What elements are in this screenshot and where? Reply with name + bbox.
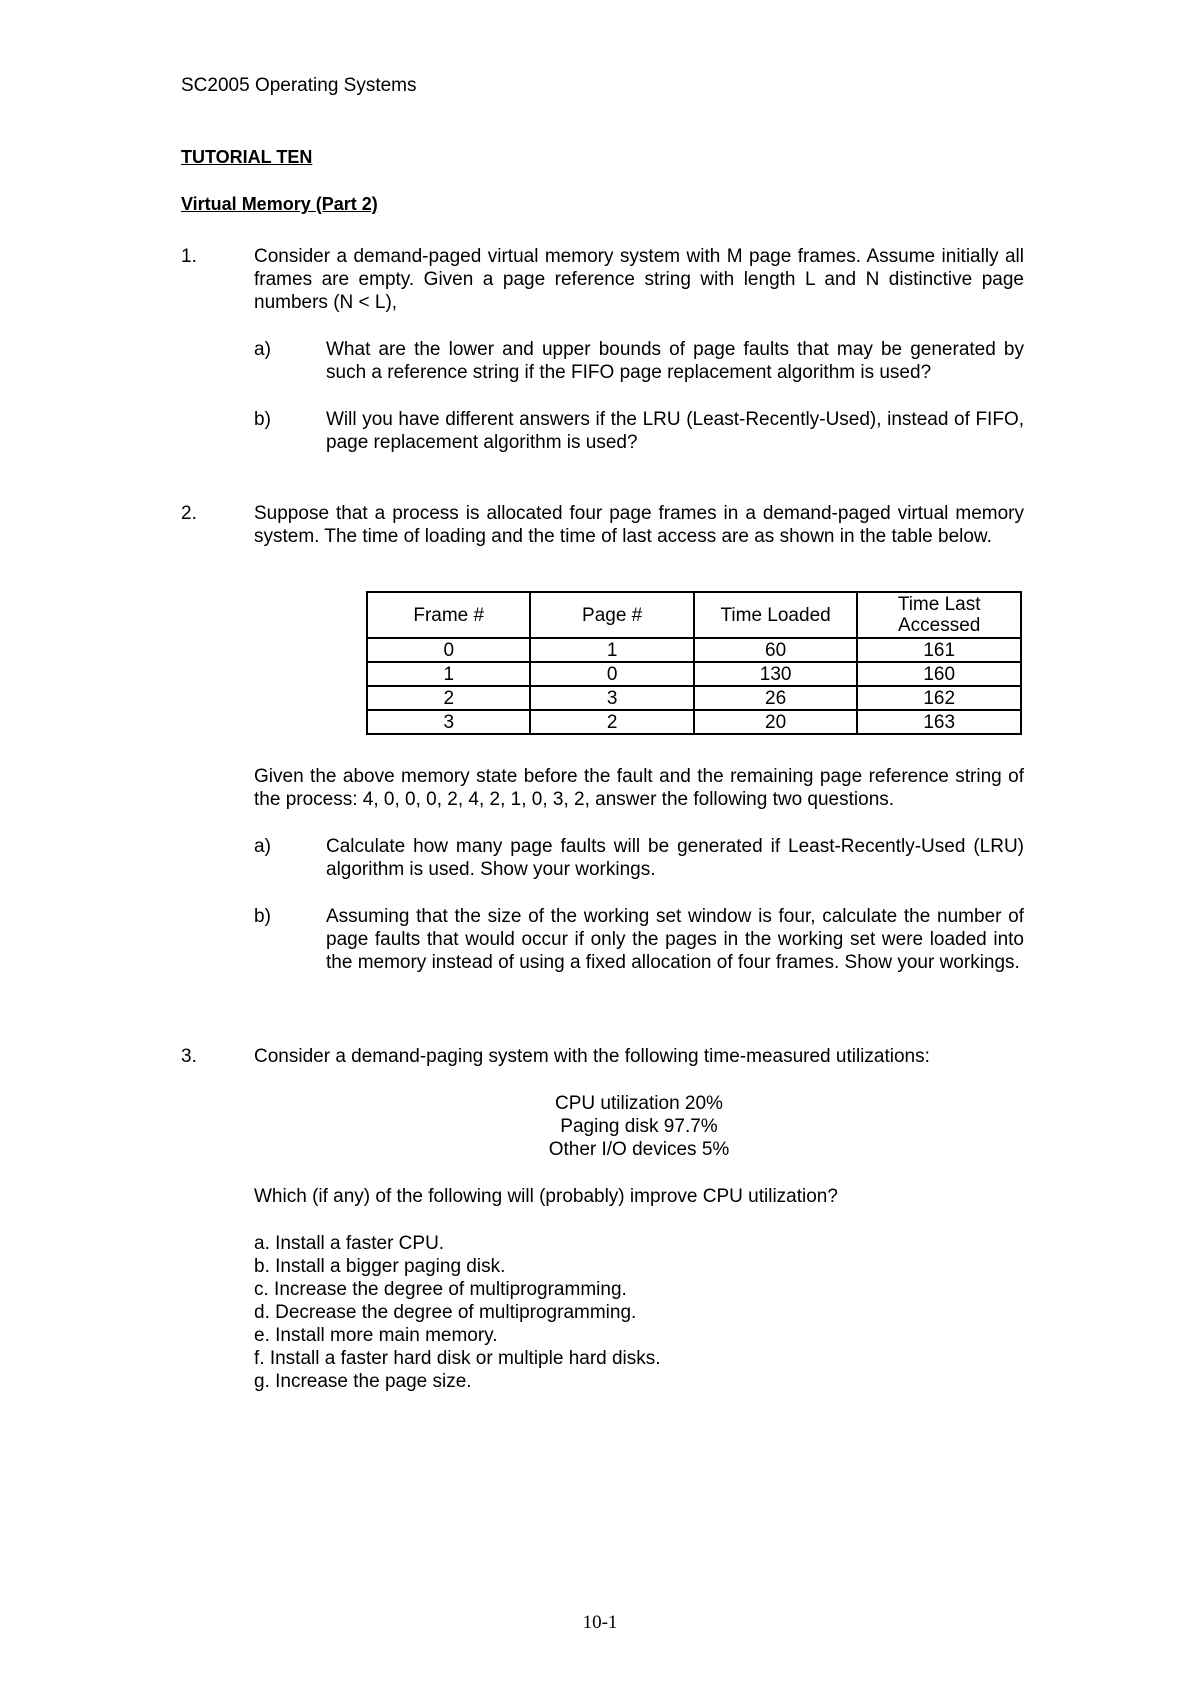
- q2b-text: Assuming that the size of the working set window is four, calculate the number of page faults that would occur if only the pages in the working set were loaded into the memory instead of using a fixed allocation of four frames. Show your workings.: [326, 906, 1024, 973]
- option-item: d. Decrease the degree of multiprogramming.: [254, 1302, 637, 1323]
- table-header-row: [367, 592, 1021, 638]
- option-item: g. Increase the page size.: [254, 1371, 472, 1392]
- cell-page: 2: [530, 710, 693, 734]
- cell-time-loaded: 20: [694, 710, 858, 734]
- course-header: SC2005 Operating Systems: [181, 75, 417, 96]
- q2a-text: Calculate how many page faults will be generated if Least-Recently-Used (LRU) algorithm is used. Show your workings.: [326, 836, 1024, 880]
- cell-time-loaded: 26: [694, 686, 858, 710]
- header-time-last-accessed: Time Last Accessed: [857, 592, 1021, 638]
- cell-time-loaded: 60: [694, 638, 858, 662]
- cell-frame: 2: [367, 686, 530, 710]
- tutorial-title: TUTORIAL TEN: [181, 147, 313, 167]
- option-item: b. Install a bigger paging disk.: [254, 1256, 506, 1277]
- q2b-label: b): [254, 906, 271, 927]
- q3-text: Consider a demand-paging system with the following time-measured utilizations:: [254, 1046, 930, 1067]
- cell-page: 1: [530, 638, 693, 662]
- table-row: [367, 710, 1021, 734]
- header-time-loaded: Time Loaded: [694, 592, 858, 638]
- q1-number: 1.: [181, 246, 197, 267]
- cell-page: 3: [530, 686, 693, 710]
- cell-page: 0: [530, 662, 693, 686]
- q2-text: Suppose that a process is allocated four page frames in a demand-paged virtual memory system. The time of loading and the time of last access are as shown in the table below.: [254, 503, 1024, 547]
- option-item: c. Increase the degree of multiprogramming.: [254, 1279, 627, 1300]
- option-item: e. Install more main memory.: [254, 1325, 498, 1346]
- cell-frame: 3: [367, 710, 530, 734]
- frame-table: [366, 591, 1022, 735]
- stat-paging-disk: Paging disk 97.7%: [560, 1116, 718, 1137]
- q3-question: Which (if any) of the following will (probably) improve CPU utilization?: [254, 1186, 838, 1207]
- q2-number: 2.: [181, 503, 197, 524]
- tutorial-subtitle: Virtual Memory (Part 2): [181, 194, 378, 214]
- table-row: [367, 662, 1021, 686]
- table-row: [367, 638, 1021, 662]
- table-row: [367, 686, 1021, 710]
- cell-time-last-accessed: 163: [857, 710, 1021, 734]
- page-number: 10-1: [582, 1612, 618, 1633]
- q1a-label: a): [254, 339, 271, 360]
- q1-text: Consider a demand-paged virtual memory system with M page frames. Assume initially all frames are empty. Given a page reference string with length L and N distinctive page numbers (N < L),: [254, 246, 1024, 313]
- cell-time-loaded: 130: [694, 662, 858, 686]
- option-item: a. Install a faster CPU.: [254, 1233, 445, 1254]
- q2-reference-string-text: Given the above memory state before the fault and the remaining page reference string of the process: 4, 0, 0, 0, 2, 4, 2, 1, 0, 3, 2, answer the following two questions.: [254, 766, 1024, 810]
- cell-time-last-accessed: 161: [857, 638, 1021, 662]
- stat-cpu-utilization: CPU utilization 20%: [555, 1093, 723, 1114]
- stat-other-io: Other I/O devices 5%: [548, 1139, 730, 1160]
- header-frame: Frame #: [367, 592, 530, 638]
- header-page: Page #: [530, 592, 693, 638]
- q1b-text: Will you have different answers if the LRU (Least-Recently-Used), instead of FIFO, page replacement algorithm is used?: [326, 409, 1024, 453]
- q1a-text: What are the lower and upper bounds of page faults that may be generated by such a reference string if the FIFO page replacement algorithm is used?: [326, 339, 1024, 383]
- cell-time-last-accessed: 162: [857, 686, 1021, 710]
- cell-frame: 1: [367, 662, 530, 686]
- q1b-label: b): [254, 409, 271, 430]
- option-item: f. Install a faster hard disk or multiple hard disks.: [254, 1348, 661, 1369]
- q2a-label: a): [254, 836, 271, 857]
- q3-number: 3.: [181, 1046, 197, 1067]
- cell-frame: 0: [367, 638, 530, 662]
- cell-time-last-accessed: 160: [857, 662, 1021, 686]
